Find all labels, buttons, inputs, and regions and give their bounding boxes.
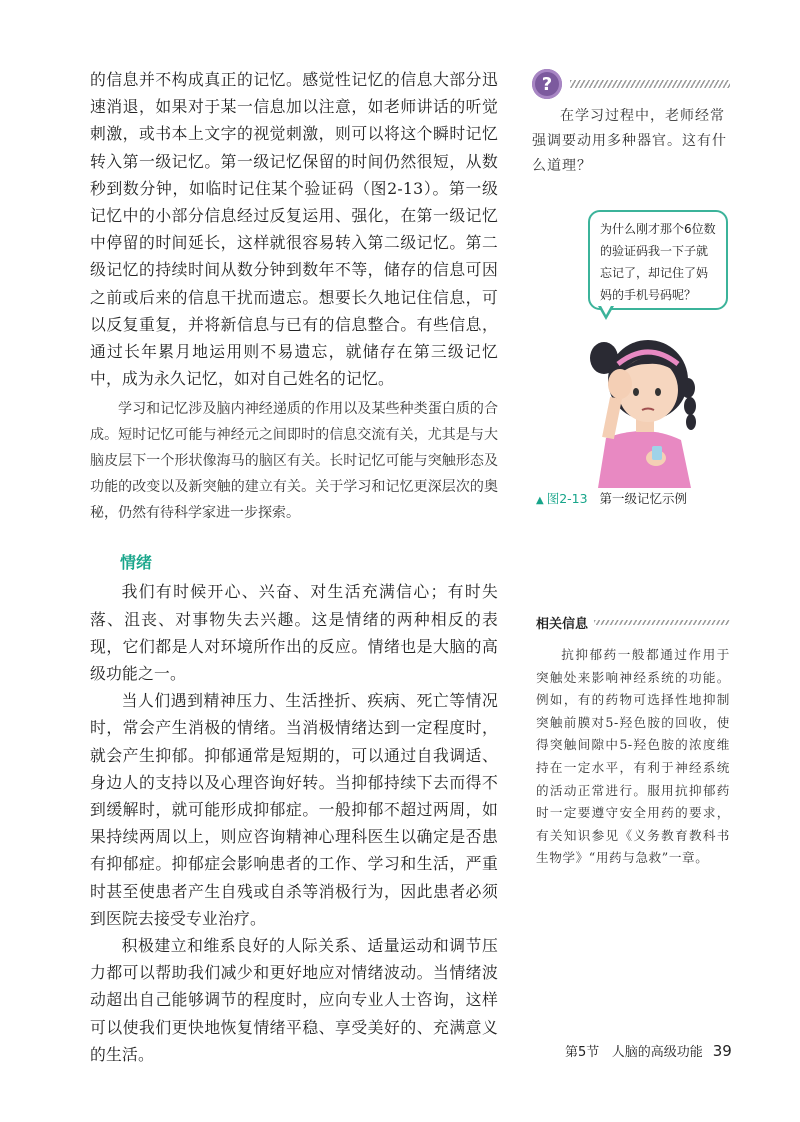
speech-bubble: 为什么刚才那个6位数的验证码我一下子就忘记了，却记住了妈妈的手机号码呢？ <box>588 210 728 310</box>
question-mark-icon: ? <box>532 69 562 99</box>
related-info-text: 抗抑郁药一般都通过作用于突触处来影响神经系统的功能。例如，有的药物可选择性地抑制突触前膜对5-羟色胺的回收，使得突触间隙中5-羟色胺的浓度维持在一定水平，有利于神经系统的活动正常进行。服用抗抑郁药时一定要遵守安全用药的要求，有关知识参见《义务教育教科书生物学》“用药与急救”一章。 <box>536 647 730 866</box>
memory-paragraph: 的信息并不构成真正的记忆。感觉性记忆的信息大部分迅速消退，如果对于某一信息加以注意，如老师讲话的听觉刺激，或书本上文字的视觉刺激，则可以将这个瞬时记忆转入第一级记忆。第一级记忆保留的时间仍然很短，从数秒到数分钟，如临时记住某个验证码（图2-13）。第一级记忆中的小部分信息经过反复运用、强化，在第一级记忆中停留的时间延长，这样就很容易转入第二级记忆。第二级记忆的持续时间从数分钟到数年不等，储存的信息可因之前或后来的信息干扰而遗忘。想要长久地记住信息，可以反复重复，并将新信息与已有的信息整合。有些信息，通过长年累月地运用则不易遗忘，就储存在第三级记忆中，成为永久记忆，如对自己姓名的记忆。 <box>90 70 498 389</box>
figure-number: 图2-13 <box>546 491 588 506</box>
emotion-paragraph-1: 我们有时候开心、兴奋、对生活充满信心；有时失落、沮丧、对事物失去兴趣。这是情绪的两种相反的表现，它们都是人对环境所作出的反应。情绪也是大脑的高级功能之一。 <box>90 582 498 684</box>
hatched-divider <box>570 80 730 88</box>
question-header <box>532 66 730 102</box>
figure-title: 第一级记忆示例 <box>599 491 688 506</box>
emotion-paragraph-3: 积极建立和维系良好的人际关系、适量运动和调节压力都可以帮助我们减少和更好地应对情绪波动。当情绪波动超出自己能够调节的程度时，应向专业人士咨询，这样可以使我们更快地恢复情绪平稳、享受美好的、充满意义的生活。 <box>90 936 498 1064</box>
related-info-header <box>536 613 730 632</box>
footer-section: 第5节 <box>565 1045 600 1060</box>
related-info-title: 相关信息 <box>536 617 589 632</box>
section-heading-emotion: 情绪 <box>120 553 153 573</box>
emotion-paragraph-2: 当人们遇到精神压力、生活挫折、疾病、死亡等情况时，常会产生消极的情绪。当消极情绪达到一定程度时，就会产生抑郁。抑郁通常是短期的，可以通过自我调适、身边人的支持以及心理咨询好转。当抑郁持续下去而得不到缓解时，就可能形成抑郁症。一般抑郁不超过两周，如果持续两周以上，则应咨询精神心理科医生以确定是否患有抑郁症。抑郁症会影响患者的工作、学习和生活，严重时甚至使患者产生自残或自杀等消极行为，因此患者必须到医院去接受专业治疗。 <box>90 691 498 928</box>
memory-note: 学习和记忆涉及脑内神经递质的作用以及某些种类蛋白质的合成。短时记忆可能与神经元之间即时的信息交流有关，尤其是与大脑皮层下一个形状像海马的脑区有关。长时记忆可能与突触形态及功能的改变以及新突触的建立有关。关于学习和记忆更深层次的奥秘，仍然有待科学家进一步探索。 <box>90 401 498 522</box>
girl-thinking-illustration <box>556 318 726 488</box>
page-footer <box>565 1041 732 1060</box>
sidebar-question <box>532 66 730 179</box>
related-info-box <box>536 613 730 870</box>
page-number: 39 <box>712 1042 732 1060</box>
main-column <box>90 66 498 1068</box>
triangle-icon: ▲ <box>536 495 544 506</box>
question-text: 在学习过程中，老师经常强调要动用多种器官。这有什么道理？ <box>532 108 727 174</box>
hatched-divider <box>594 620 730 625</box>
footer-section-title: 人脑的高级功能 <box>611 1045 703 1060</box>
figure-caption <box>536 489 687 507</box>
